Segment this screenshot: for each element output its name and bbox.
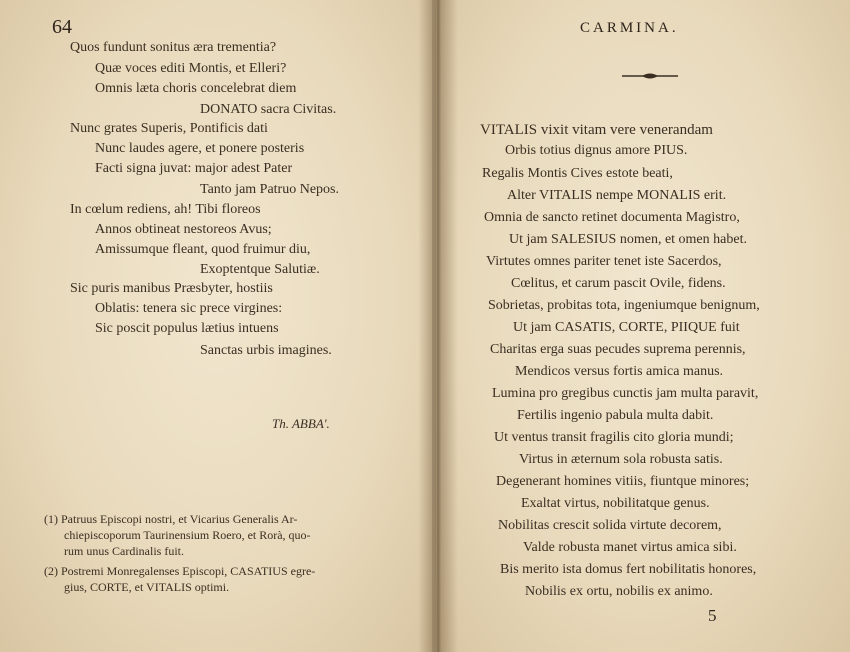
verse-line: Lumina pro gregibus cunctis jam multa paravit, [492,386,759,401]
verse-line: Regalis Montis Cives estote beati, [482,166,673,181]
running-title: CARMINA. [580,20,679,36]
verse-line: Orbis totius dignus amore PIUS. [505,143,688,158]
verse-line: Fertilis ingenio pabula multa dabit. [517,408,714,423]
verse-line: Nobilitas crescit solida virtute decorem, [498,518,722,533]
verse-line: Exoptentque Salutiæ. [200,262,320,277]
verse-line: Omnis læta choris concelebrat diem [95,81,297,96]
verse-line: VITALIS vixit vitam vere venerandam [480,122,713,138]
verse-line: Cœlitus, et carum pascit Ovile, fidens. [511,276,726,291]
verse-line: Nunc laudes agere, et ponere posteris [95,141,305,156]
verse-line: Sic puris manibus Præsbyter, hostiis [70,281,273,296]
verse-line: Bis merito ista domus fert nobilitatis honores, [500,562,757,577]
verse-line: Charitas erga suas pecudes suprema perennis, [490,342,746,357]
footnote-line: chiepiscoporum Taurinensium Roero, et Rorà, quo- [64,528,311,542]
poem-signature: Th. ABBA'. [272,416,330,431]
verse-line: Sic poscit populus lætius intuens [95,321,279,336]
ornament-rule-icon [620,70,680,82]
book-gutter [418,0,458,652]
verse-line: Omnia de sancto retinet documenta Magistro, [484,210,740,225]
verse-line: Degenerant homines vitiis, fiuntque minores; [496,474,750,489]
verse-line: Ut jam SALESIUS nomen, et omen habet. [509,232,747,247]
verse-line: DONATO sacra Civitas. [200,102,337,117]
footnote-line: (1) Patruus Episcopi nostri, et Vicarius Generalis Ar- [44,512,298,526]
verse-line: In cœlum rediens, ah! Tibi floreos [70,202,261,217]
verse-line: Amissumque fleant, quod fruimur diu, [95,242,311,257]
verse-line: Quos fundunt sonitus æra trementia? [70,40,277,55]
verse-line: Valde robusta manet virtus amica sibi. [523,540,737,555]
verse-line: Tanto jam Patruo Nepos. [200,182,339,197]
verse-line: Nobilis ex ortu, nobilis ex animo. [525,584,713,599]
verse-line: Alter VITALIS nempe MONALIS erit. [507,188,727,203]
verse-line: Facti signa juvat: major adest Pater [95,161,293,176]
verse-line: Mendicos versus fortis amica manus. [515,364,724,379]
verse-line: Sanctas urbis imagines. [200,343,332,358]
right-page-number: 5 [708,606,717,625]
verse-line: Nunc grates Superis, Pontificis dati [70,121,268,136]
footnote-line: rum unus Cardinalis fuit. [64,544,184,558]
verse-line: Ut ventus transit fragilis cito gloria mundi; [494,430,734,445]
verse-line: Ut jam CASATIS, CORTE, PIIQUE fuit [513,320,740,335]
verse-line: Oblatis: tenera sic prece virgines: [95,301,283,316]
footnote-line: gius, CORTE, et VITALIS optimi. [64,580,230,594]
verse-line: Quæ voces editi Montis, et Elleri? [95,61,287,76]
verse-line: Annos obtineat nestoreos Avus; [95,222,272,237]
verse-line: Virtus in æternum sola robusta satis. [519,452,723,467]
left-page-number: 64 [52,16,72,38]
footnote-line: (2) Postremi Monregalenses Episcopi, CASATIUS egre- [44,564,316,578]
verse-line: Exaltat virtus, nobilitatque genus. [521,496,710,511]
verse-line: Sobrietas, probitas tota, ingeniumque benignum, [488,298,760,313]
verse-line: Virtutes omnes pariter tenet iste Sacerdos, [486,254,722,269]
